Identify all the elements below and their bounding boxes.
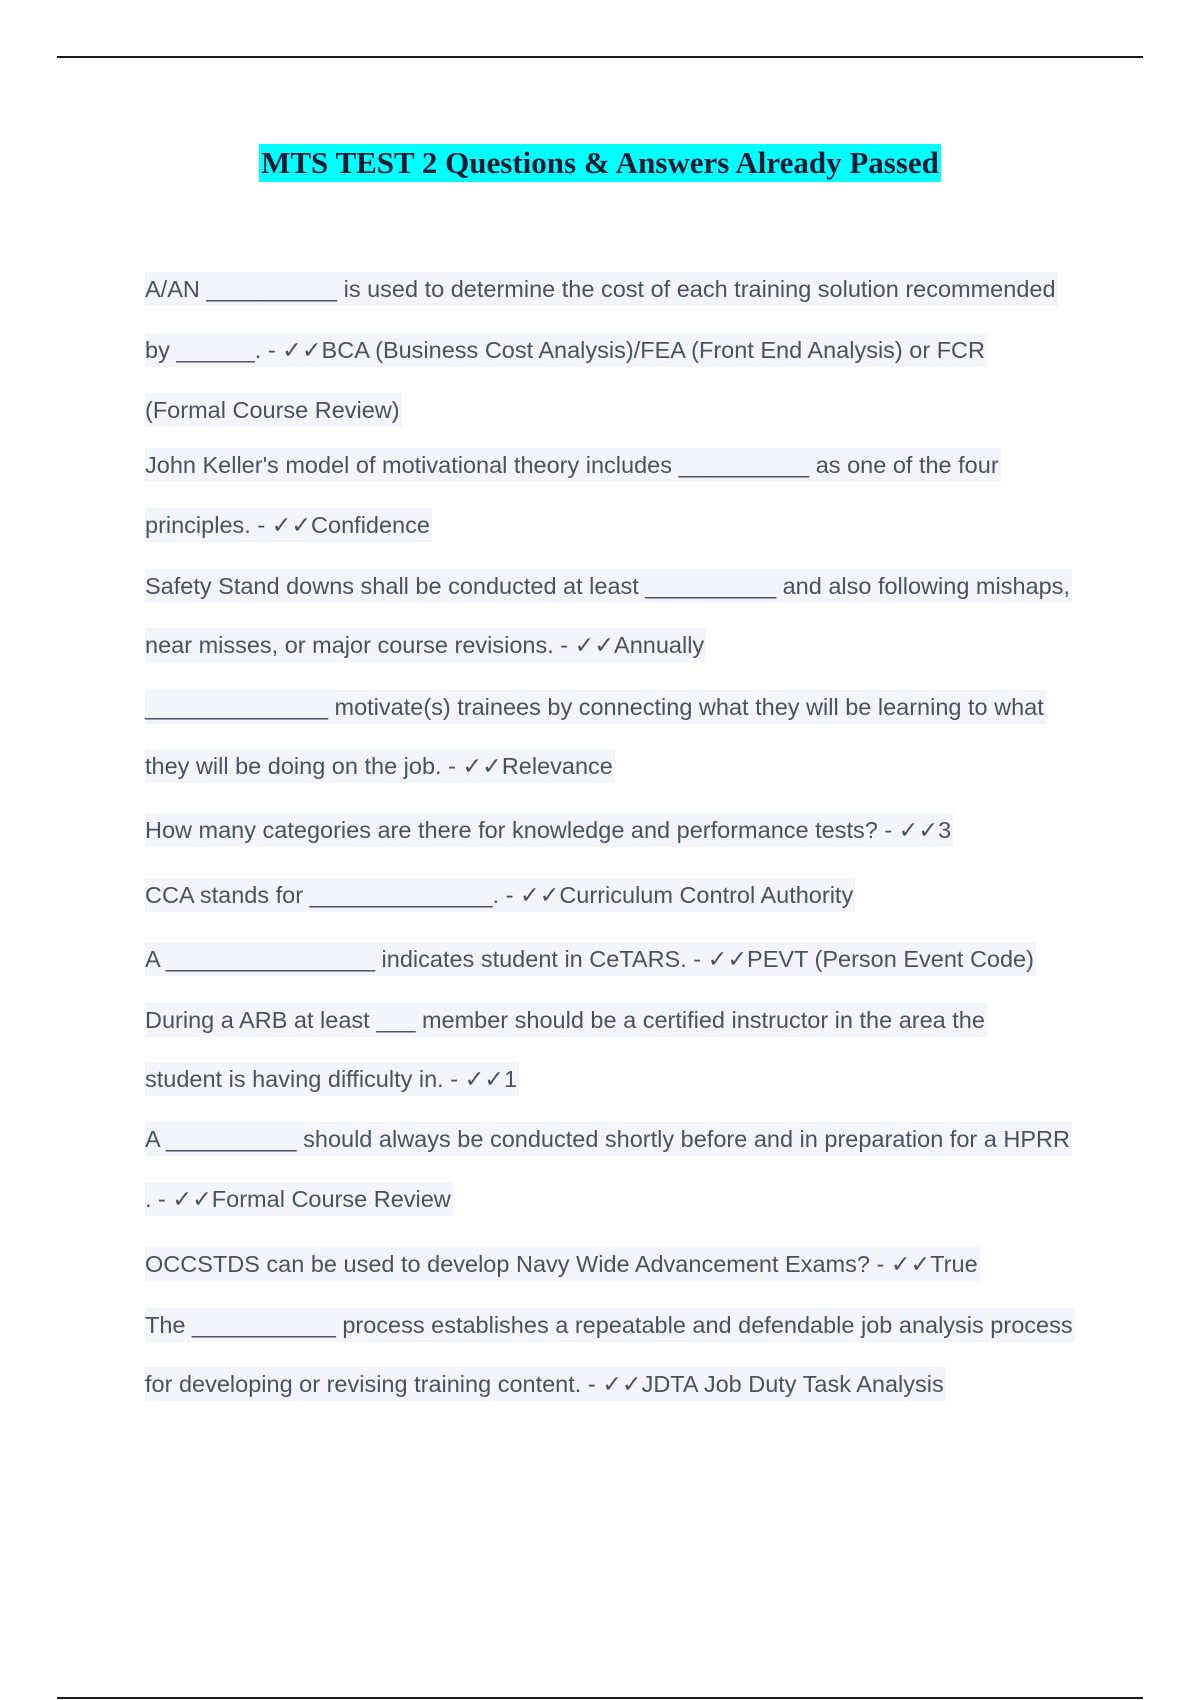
qa-line: student is having difficulty in. - ✓✓1 — [145, 1062, 519, 1096]
qa-line: The ___________ process establishes a repeatable and defendable job analysis process — [145, 1308, 1075, 1342]
qa-line: ______________ motivate(s) trainees by connecting what they will be learning to what — [145, 690, 1046, 724]
qa-line: OCCSTDS can be used to develop Navy Wide Advancement Exams? - ✓✓True — [145, 1247, 980, 1281]
qa-line: How many categories are there for knowledge and performance tests? - ✓✓3 — [145, 813, 953, 847]
qa-line: A __________ should always be conducted shortly before and in preparation for a HPRR — [145, 1122, 1072, 1156]
qa-line: CCA stands for ______________. - ✓✓Curriculum Control Authority — [145, 878, 855, 912]
qa-line: . - ✓✓Formal Course Review — [145, 1182, 453, 1216]
qa-line: (Formal Course Review) — [145, 393, 402, 427]
qa-line: principles. - ✓✓Confidence — [145, 508, 432, 542]
qa-line: A ________________ indicates student in CeTARS. - ✓✓PEVT (Person Event Code) — [145, 942, 1036, 976]
qa-line: for developing or revising training content. - ✓✓JDTA Job Duty Task Analysis — [145, 1367, 946, 1401]
bottom-rule — [57, 1697, 1143, 1699]
document-title: MTS TEST 2 Questions & Answers Already Passed — [261, 145, 939, 180]
qa-line: John Keller's model of motivational theory includes __________ as one of the four — [145, 448, 1001, 482]
qa-line: by ______. - ✓✓BCA (Business Cost Analysis)/FEA (Front End Analysis) or FCR — [145, 333, 987, 367]
qa-line: they will be doing on the job. - ✓✓Relevance — [145, 749, 615, 783]
qa-line: A/AN __________ is used to determine the cost of each training solution recommended — [145, 272, 1058, 306]
qa-line: near misses, or major course revisions. - ✓✓Annually — [145, 628, 706, 662]
qa-line: Safety Stand downs shall be conducted at least __________ and also following mishaps, — [145, 569, 1072, 603]
qa-line: During a ARB at least ___ member should be a certified instructor in the area the — [145, 1003, 987, 1037]
